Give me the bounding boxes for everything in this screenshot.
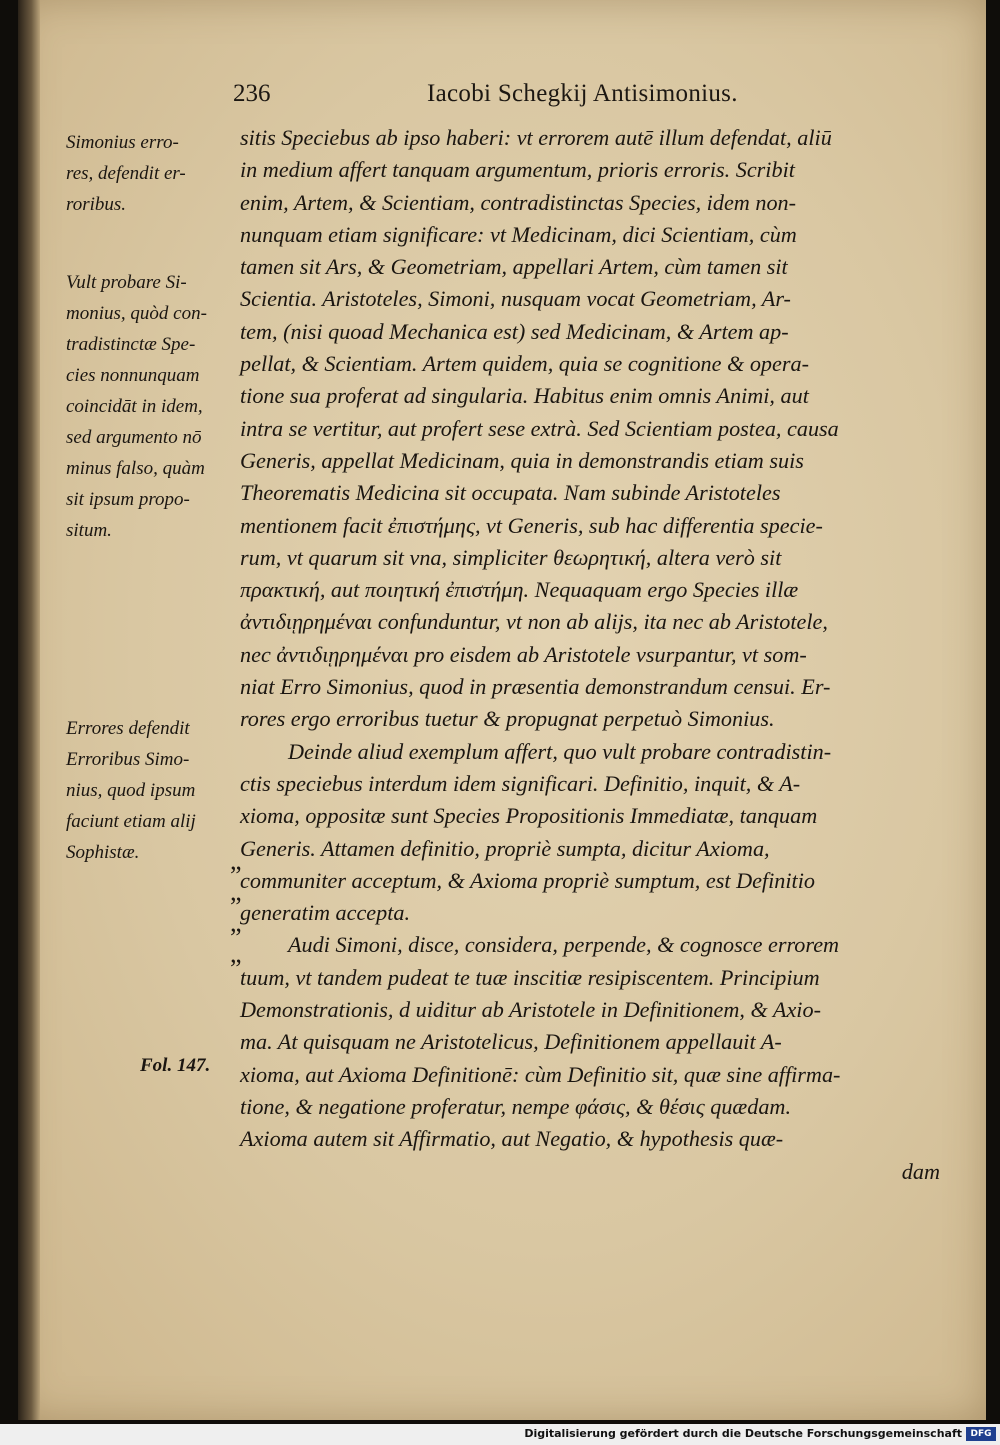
text-line: xioma, oppositæ sunt Species Propositionis Immediatæ, tanquam: [240, 803, 818, 829]
text-line: Demonstrationis, d uiditur ab Aristotele in Definitionem, & Axio-: [240, 997, 821, 1023]
text-line: Deinde aliud exemplum affert, quo vult probare contradistin-: [288, 738, 832, 764]
margin-note-line: minus falso, quàm: [66, 458, 205, 479]
text-line: in medium affert tanquam argumentum, prioris erroris. Scribit: [240, 157, 795, 183]
margin-note: [66, 713, 246, 868]
text-line: dam: [901, 1158, 940, 1184]
margin-note-line: Sophistæ.: [66, 842, 140, 863]
margin-note-line: Errores defendit: [66, 718, 190, 739]
dfg-logo: DFG: [966, 1427, 996, 1441]
quotation-mark: „: [230, 939, 242, 968]
text-line: niat Erro Simonius, quod in præsentia demonstrandum censui. Er-: [240, 674, 831, 700]
text-line: Scientia. Aristoteles, Simoni, nusquam vocat Geometriam, Ar-: [240, 286, 791, 312]
text-line: intra se vertitur, aut profert sese extrà. Sed Scientiam postea, causa: [240, 415, 839, 441]
text-line: πρακτική, aut ποιητική ἐπιστήμη. Nequaquam ergo Species illæ: [240, 577, 799, 603]
text-line: tamen sit Ars, & Geometriam, appellari Artem, cùm tamen sit: [240, 254, 788, 280]
margin-note-line: res, defendit er-: [66, 163, 186, 184]
margin-note-line: tradistinctæ Spe-: [66, 334, 196, 355]
text-line: generatim accepta.: [240, 900, 411, 926]
text-line: mentionem facit ἐπιστήμης, vt Generis, sub hac differentia specie-: [240, 512, 823, 538]
text-line: tione sua proferat ad singularia. Habitus enim omnis Animi, aut: [240, 383, 809, 409]
text-line: ma. At quisquam ne Aristotelicus, Definitionem appellauit A-: [240, 1029, 782, 1055]
quotation-mark: „: [230, 877, 242, 906]
text-line: enim, Artem, & Scientiam, contradistinctas Species, idem non-: [240, 189, 797, 215]
running-title: Iacobi Schegkij Antisimonius.: [427, 80, 738, 107]
margin-note-line: sit ipsum propo-: [66, 489, 190, 510]
text-line: rores ergo erroribus tuetur & propugnat perpetuò Simonius.: [240, 706, 775, 732]
page-number: 236: [233, 80, 271, 107]
margin-note-line: coincidāt in idem,: [66, 396, 203, 417]
margin-note-line: faciunt etiam alij: [66, 811, 196, 832]
text-line: pellat, & Scientiam. Artem quidem, quia se cognitione & opera-: [240, 351, 809, 377]
text-line: rum, vt quarum sit vna, simpliciter θεωρητική, altera verò sit: [240, 544, 782, 570]
text-line: tuum, vt tandem pudeat te tuæ inscitiæ resipiscentem. Principium: [240, 964, 820, 990]
margin-note: [66, 267, 246, 546]
text-line: tem, (nisi quoad Mechanica est) sed Medicinam, & Artem ap-: [240, 318, 789, 344]
text-line: sitis Speciebus ab ipso haberi: vt errorem autē illum defendat, aliū: [240, 125, 832, 150]
text-line: Theorematis Medicina sit occupata. Nam subinde Aristoteles: [240, 480, 781, 506]
text-line: Generis, appellat Medicinam, quia in demonstrandis etiam suis: [240, 447, 804, 473]
folio-reference-text: Fol. 147.: [140, 1055, 211, 1076]
text-line: ἀντιδιῃρημέναι confunduntur, vt non ab alijs, ita nec ab Aristotele,: [240, 609, 828, 635]
quotation-marks: [230, 845, 260, 969]
margin-note-line: sed argumento nō: [66, 427, 202, 448]
margin-note-line: nius, quod ipsum: [66, 780, 196, 801]
margin-note-line: roribus.: [66, 194, 127, 215]
quotation-mark: „: [230, 908, 242, 937]
page-header: [233, 80, 953, 120]
text-line: communiter acceptum, & Axioma propriè sumptum, est Definitio: [240, 867, 815, 893]
funding-credit: Digitalisierung gefördert durch die Deutsche Forschungsgemeinschaft: [524, 1427, 962, 1440]
main-text-block: [240, 122, 952, 1188]
margin-note-line: cies nonnunquam: [66, 365, 200, 386]
footer-bar: [0, 1424, 1000, 1445]
text-line: Generis. Attamen definitio, propriè sumpta, dicitur Axioma,: [240, 835, 770, 861]
text-line: tione, & negatione proferatur, nempe φάσις, & θέσις quædam.: [240, 1093, 791, 1119]
margin-note-line: monius, quòd con-: [66, 303, 207, 324]
page-binding-edge: [18, 0, 40, 1420]
margin-note-line: situm.: [66, 520, 112, 541]
text-line: nunquam etiam significare: vt Medicinam, dici Scientiam, cùm: [240, 221, 797, 247]
text-line: nec ἀντιδιῃρημέναι pro eisdem ab Aristotele vsurpantur, vt som-: [240, 641, 807, 667]
margin-note-line: Simonius erro-: [66, 132, 179, 153]
quotation-mark: „: [230, 846, 242, 875]
margin-note: [66, 127, 246, 220]
margin-note-line: Erroribus Simo-: [66, 749, 190, 770]
text-line: xioma, aut Axioma Definitionē: cùm Definitio sit, quæ sine affirma-: [240, 1061, 841, 1087]
text-line: ctis speciebus interdum idem significari. Definitio, inquit, & A-: [240, 770, 801, 796]
text-line: Axioma autem sit Affirmatio, aut Negatio, & hypothesis quæ-: [240, 1126, 784, 1152]
folio-reference: [140, 1050, 320, 1081]
margin-note-line: Vult probare Si-: [66, 272, 187, 293]
text-line: Audi Simoni, disce, considera, perpende, & cognosce errorem: [288, 932, 840, 958]
